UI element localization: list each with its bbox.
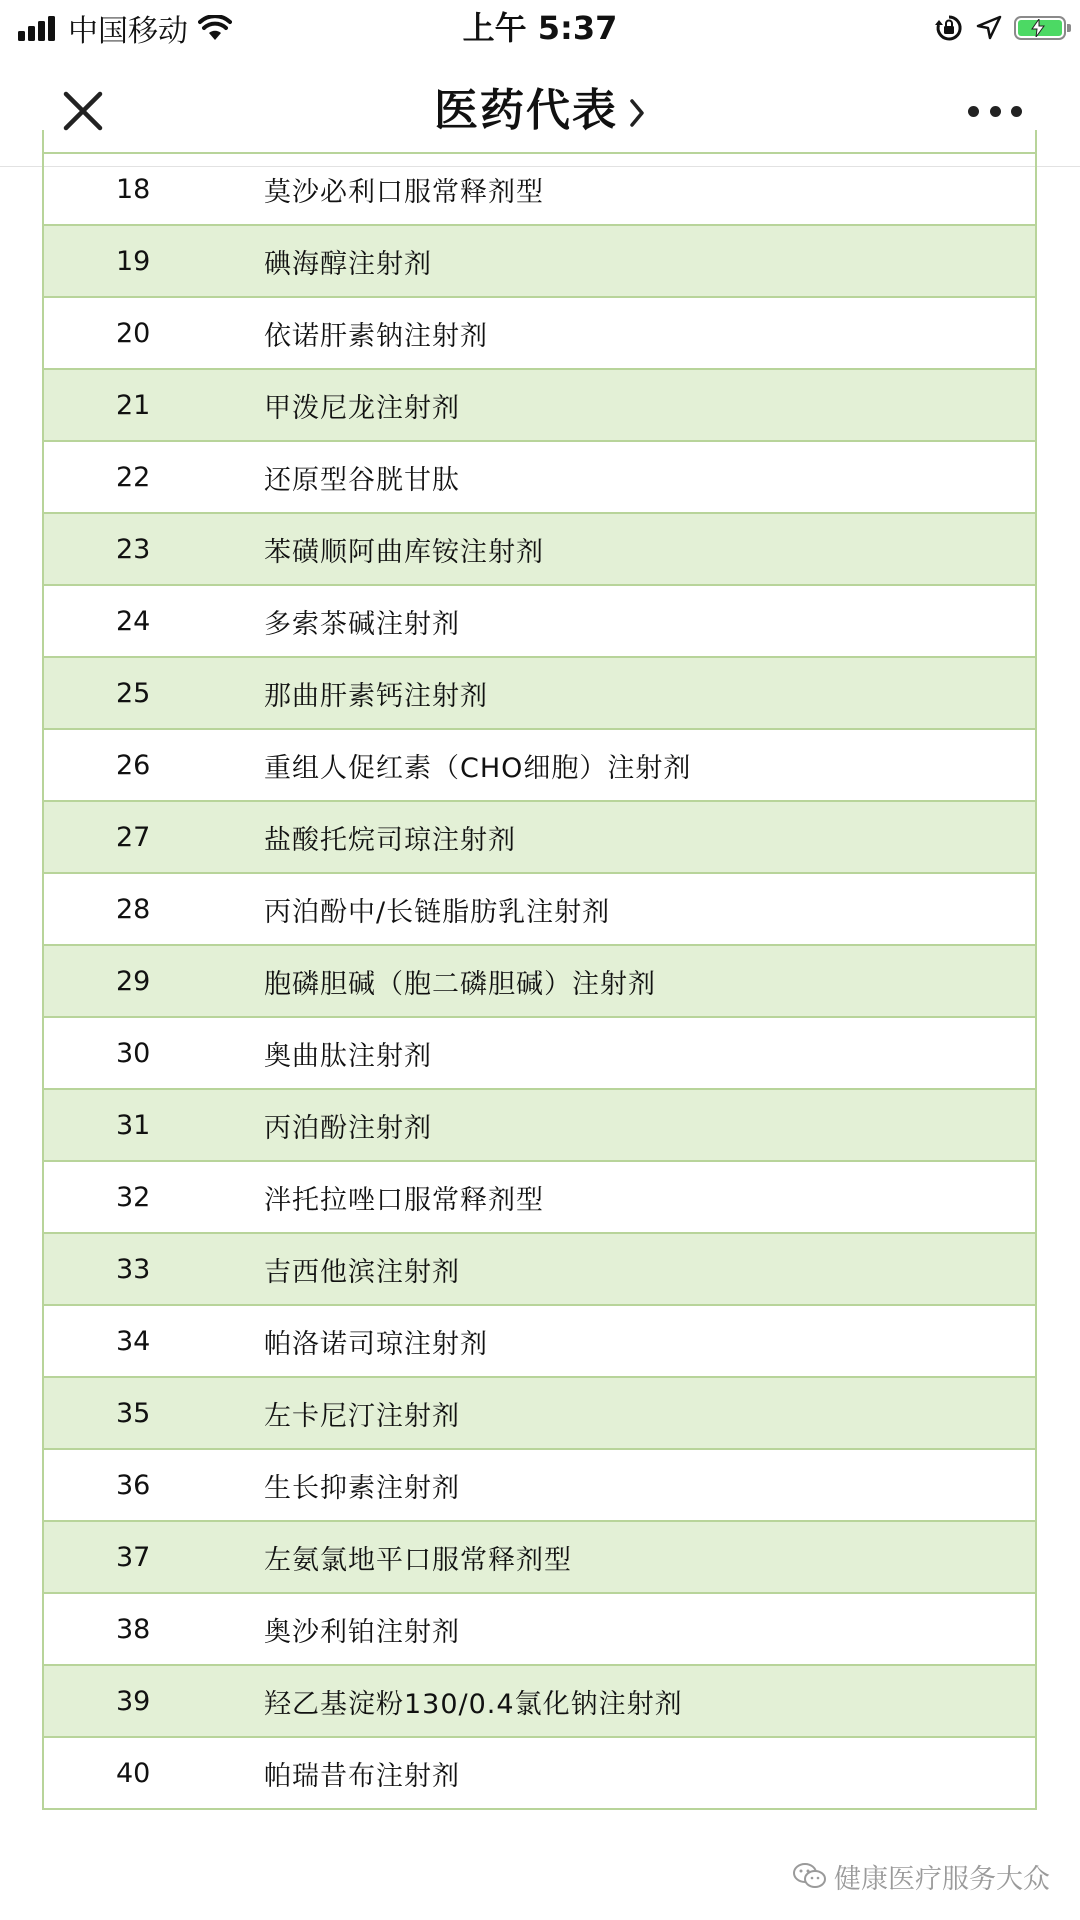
wechat-icon: [792, 1861, 828, 1891]
orientation-lock-icon: [934, 13, 964, 43]
drug-name: 那曲肝素钙注射剂: [264, 680, 488, 712]
drug-name: 重组人促红素（CHO细胞）注射剂: [264, 752, 692, 784]
drug-name: 还原型谷胱甘肽: [264, 464, 460, 496]
table-row: [44, 656, 1035, 728]
row-number: 39: [116, 1685, 151, 1717]
drug-name: 盐酸托烷司琼注射剂: [264, 824, 516, 856]
row-number: 23: [116, 533, 151, 565]
location-arrow-icon: [976, 15, 1002, 41]
drug-name: 胞磷胆碱（胞二磷胆碱）注射剂: [264, 968, 656, 1000]
row-number: 37: [116, 1541, 151, 1573]
drug-name: 丙泊酚中/长链脂肪乳注射剂: [264, 896, 611, 928]
drug-table: [42, 152, 1037, 1810]
drug-name: 莫沙必利口服常释剂型: [264, 176, 544, 208]
drug-name: 左氨氯地平口服常释剂型: [264, 1544, 572, 1576]
row-number: 21: [116, 389, 151, 421]
status-time: 上午 5:37: [462, 9, 618, 47]
row-number: 22: [116, 461, 151, 493]
drug-name: 奥沙利铂注射剂: [264, 1616, 460, 1648]
drug-name: 苯磺顺阿曲库铵注射剂: [264, 536, 544, 568]
table-row: [44, 224, 1035, 296]
carrier-name: 中国移动: [68, 14, 188, 49]
table-row: [44, 872, 1035, 944]
table-row: [44, 944, 1035, 1016]
table-row: [44, 728, 1035, 800]
page-title-text: 医药代表: [434, 85, 618, 136]
drug-name: 吉西他滨注射剂: [264, 1256, 460, 1288]
drug-name: 泮托拉唑口服常释剂型: [264, 1184, 544, 1216]
row-number: 25: [116, 677, 151, 709]
watermark-text: 健康医疗服务大众: [834, 1863, 1050, 1895]
table-row: [44, 584, 1035, 656]
row-number: 29: [116, 965, 151, 997]
drug-name: 生长抑素注射剂: [264, 1472, 460, 1504]
drug-name: 左卡尼汀注射剂: [264, 1400, 460, 1432]
row-number: 31: [116, 1109, 151, 1141]
row-number: 34: [116, 1325, 151, 1357]
table-row: [44, 800, 1035, 872]
table-row: [44, 512, 1035, 584]
table-row: [44, 152, 1035, 224]
table-row: [44, 1376, 1035, 1448]
table-row: [44, 1016, 1035, 1088]
drug-name: 多索茶碱注射剂: [264, 608, 460, 640]
battery-icon: [1014, 16, 1066, 40]
status-right: [934, 8, 1066, 48]
row-number: 32: [116, 1181, 151, 1213]
row-number: 19: [116, 245, 151, 277]
row-number: 26: [116, 749, 151, 781]
table-row: [44, 368, 1035, 440]
drug-name: 依诺肝素钠注射剂: [264, 320, 488, 352]
drug-name: 羟乙基淀粉130/0.4氯化钠注射剂: [264, 1688, 683, 1720]
table-row: [44, 1736, 1035, 1808]
row-number: 27: [116, 821, 151, 853]
watermark: [792, 1856, 1050, 1896]
status-bar: [0, 0, 1080, 56]
table-row: [44, 296, 1035, 368]
drug-name: 碘海醇注射剂: [264, 248, 432, 280]
row-number: 33: [116, 1253, 151, 1285]
row-number: 38: [116, 1613, 151, 1645]
row-number: 30: [116, 1037, 151, 1069]
row-number: 24: [116, 605, 151, 637]
table-row: [44, 1520, 1035, 1592]
row-number: 36: [116, 1469, 151, 1501]
table-row: [44, 1592, 1035, 1664]
row-number: 28: [116, 893, 151, 925]
table-row: [44, 1304, 1035, 1376]
more-icon[interactable]: [968, 104, 1022, 118]
chevron-right-icon: [628, 97, 646, 129]
drug-name: 丙泊酚注射剂: [264, 1112, 432, 1144]
drug-name: 甲泼尼龙注射剂: [264, 392, 460, 424]
row-number: 35: [116, 1397, 151, 1429]
table-row: [44, 440, 1035, 512]
table-row: [44, 1664, 1035, 1736]
table-row: [44, 1088, 1035, 1160]
table-row: [44, 1448, 1035, 1520]
table-row: [44, 1160, 1035, 1232]
row-number: 18: [116, 173, 151, 205]
table-row: [44, 1232, 1035, 1304]
drug-name: 帕洛诺司琼注射剂: [264, 1328, 488, 1360]
row-number: 20: [116, 317, 151, 349]
drug-name: 帕瑞昔布注射剂: [264, 1760, 460, 1792]
row-number: 40: [116, 1757, 151, 1789]
drug-name: 奥曲肽注射剂: [264, 1040, 432, 1072]
